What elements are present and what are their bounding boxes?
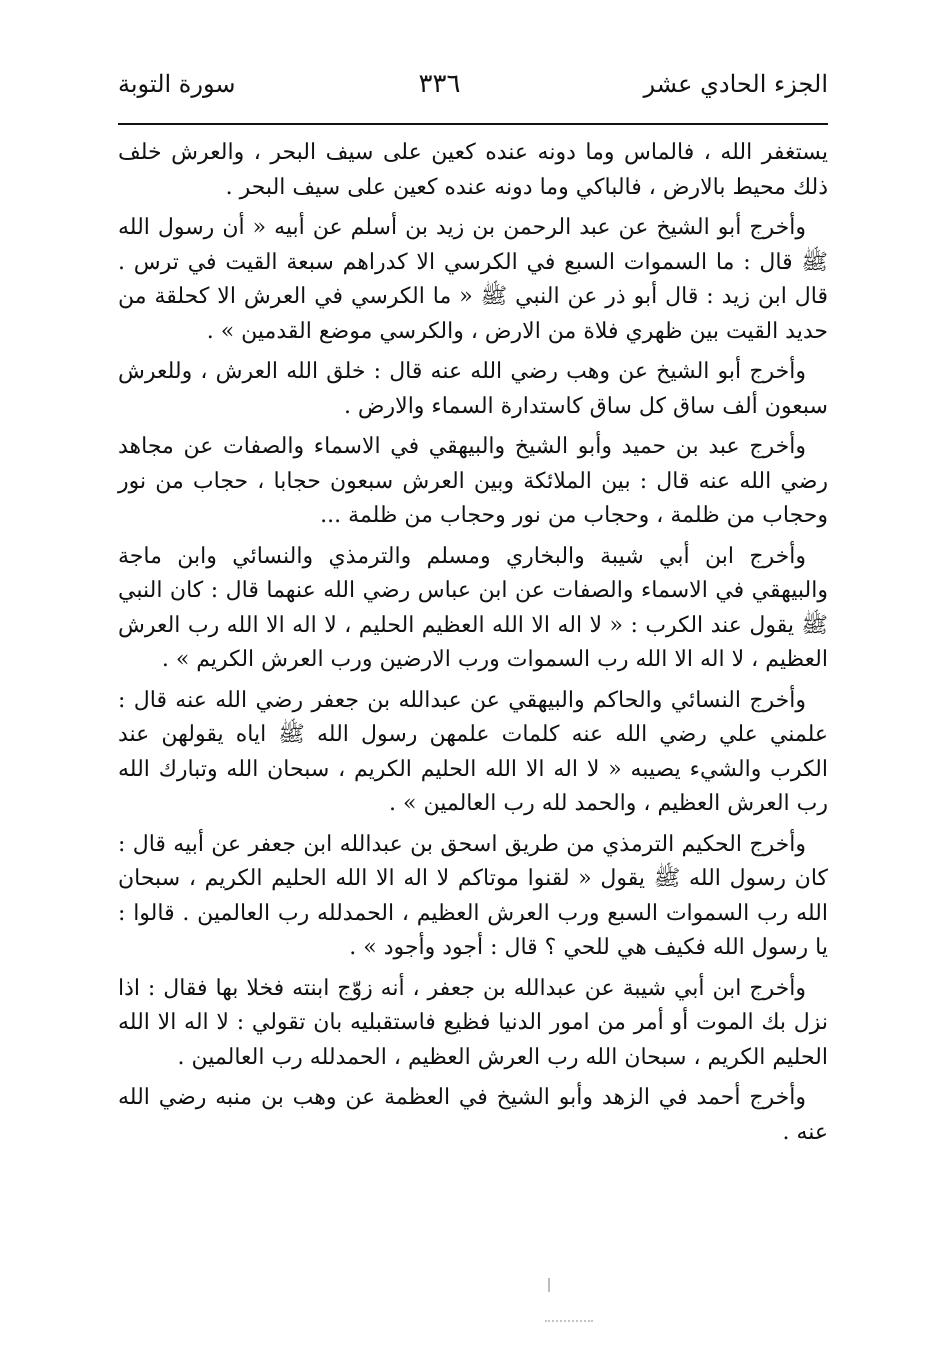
surah-title: سورة التوبة (118, 70, 236, 98)
paragraph: يستغفر الله ، فالماس وما دونه عنده كعين على سيف البحر ، والعرش خلف ذلك محيط بالارض ، فالباكي وما دونه عنده كعين على سيف البحر . (118, 140, 828, 200)
paragraph: وأخرج عبد بن حميد وأبو الشيخ والبيهقي في الاسماء والصفات عن مجاهد رضي الله عنه قال : بين الملائكة وبين العرش سبعون حجابا ، حجاب من نور وحجاب من ظلمة ، وحجاب من نور وحجاب من ظلمة ... (118, 434, 828, 528)
paragraph: وأخرج أبو الشيخ عن وهب رضي الله عنه قال : خلق الله العرش ، وللعرش سبعون ألف ساق كل ساق كاستدارة السماء والارض . (118, 359, 828, 419)
paragraph: وأخرج ابن أبي شيبة والبخاري ومسلم والترمذي والنسائي وابن ماجة والبيهقي في الاسماء والصفات عن ابن عباس رضي الله عنهما قال : كان النبي ﷺ يقول عند الكرب : « لا اله الا الله العظيم الحليم ، لا اله الا الله رب العرش العظيم ، لا اله الا الله رب السموات ورب الارضين ورب العرش الكريم » . (118, 543, 828, 672)
body-text (118, 136, 828, 1156)
page-header (118, 64, 828, 104)
paragraph: وأخرج أحمد في الزهد وأبو الشيخ في العظمة عن وهب بن منبه رضي الله عنه . (118, 1085, 828, 1145)
volume-title: الجزء الحادي عشر (643, 70, 828, 98)
paragraph: وأخرج ابن أبي شيبة عن عبدالله بن جعفر ، أنه زوّج ابنته فخلا بها فقال : اذا نزل بك الموت أو أمر من امور الدنيا فظيع فاستقبليه بان تقولي : لا اله الا الله الحليم الكريم ، سبحان الله رب العرش العظيم ، الحمدلله رب العالمين . (118, 975, 828, 1070)
paragraph: وأخرج الحكيم الترمذي من طريق اسحق بن عبدالله ابن جعفر عن أبيه قال : كان رسول الله ﷺ يقول « لقنوا موتاكم لا اله الا الله الحليم الكريم ، سبحان الله رب السموات السبع ورب العرش العظيم ، الحمدلله رب العالمين . قالوا : يا رسول الله فكيف هي للحي ؟ قال : أجود وأجود » . (118, 831, 828, 960)
paragraph: وأخرج النسائي والحاكم والبيهقي عن عبدالله بن جعفر رضي الله عنه قال : علمني علي رضي الله عنه كلمات علمهن رسول الله ﷺ اياه يقولهن عند الكرب والشيء يصيبه « لا اله الا الله الحليم الكريم ، سبحان الله وتبارك الله رب العرش العظيم ، والحمد لله رب العالمين » . (118, 687, 828, 816)
paragraph: وأخرج أبو الشيخ عن عبد الرحمن بن زيد بن أسلم عن أبيه « أن رسول الله ﷺ قال : ما السموات السبع في الكرسي الا كدراهم سبعة القيت في ترس . قال ابن زيد : قال أبو ذر عن النبي ﷺ « ما الكرسي في العرش الا كحلقة من حديد القيت بين ظهري فلاة من الارض ، والكرسي موضع القدمين » . (118, 215, 828, 344)
scan-speck (548, 1278, 550, 1292)
page-number: ٣٣٦ (418, 69, 461, 99)
header-rule (118, 123, 828, 125)
scan-smudge (545, 1320, 593, 1326)
